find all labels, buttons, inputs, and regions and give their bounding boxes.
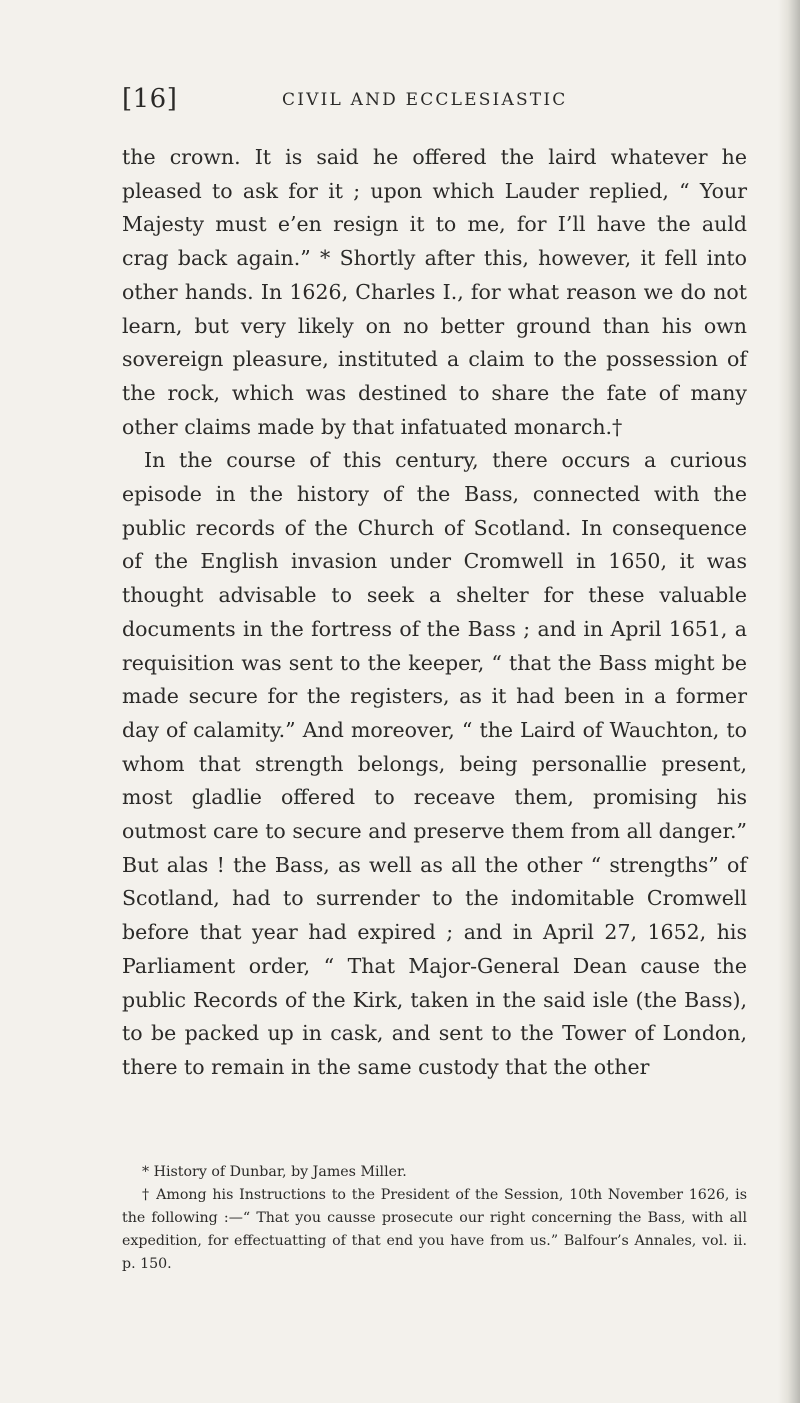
paragraph-continued: the crown. It is said he offered the laird whatever he pleased to ask for it ; upon which Lauder replied, “ Your Majesty must e’en resign it to me, for I’ll have the auld crag back again.” * Shortly after this, however, it fell into other hands. In 1626, Charles I., for what reason we do not learn, but very likely on no better ground than his own sovereign pleasure, instituted a claim to the possession of the rock, which was destined to share the fate of many other claims made by that infatuated monarch.† (122, 145, 747, 439)
page-number: [16] (122, 84, 178, 114)
footnotes (122, 1161, 747, 1276)
running-title: CIVIL AND ECCLESIASTIC (282, 90, 568, 110)
page-header (122, 84, 632, 124)
footnote: † Among his Instructions to the President of the Session, 10th November 1626, is the following :—“ That you causse prosecute our right concerning the Bass, with all expedition, for effectuatting of that end you have from us.” Balfour’s Annales, vol. ii. p. 150. (122, 1187, 747, 1272)
footnote: * History of Dunbar, by James Miller. (142, 1164, 407, 1180)
paragraph: In the course of this century, there occurs a curious episode in the history of the Bass, connected with the public records of the Church of Scotland. In consequence of the English invasion under Cromwell in 1650, it was thought advisable to seek a shelter for these valuable documents in the fortress of the Bass ; and in April 1651, a requisition was sent to the keeper, “ that the Bass might be made secure for the registers, as it had been in a former day of calamity.” And moreover, “ the Laird of Wauchton, to whom that strength belongs, being personallie present, most gladlie offered to receave them, promising his outmost care to secure and preserve them from all danger.” But alas ! the Bass, as well as all the other “ strengths” of Scotland, had to surrender to the indomitable Cromwell before that year had expired ; and in April 27, 1652, his Parliament order, “ That Major-General Dean cause the public Records of the Kirk, taken in the said isle (the Bass), to be packed up in cask, and sent to the Tower of London, there to remain in the same custody that the other (122, 448, 747, 1079)
main-text (122, 141, 747, 1085)
page-edge-shadow (778, 0, 800, 1403)
